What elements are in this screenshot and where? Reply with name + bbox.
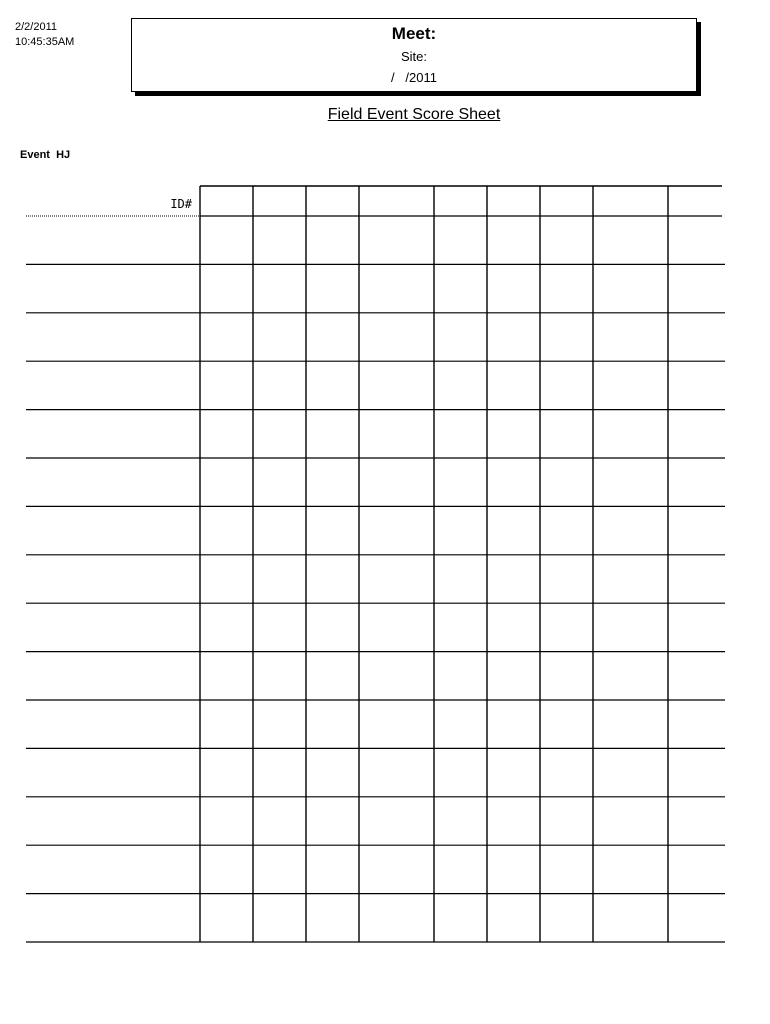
page-title: Field Event Score Sheet: [327, 106, 501, 123]
print-time: 10:45:35AM: [15, 36, 75, 48]
id-column-header: ID#: [170, 197, 192, 211]
meet-date: / /2011: [390, 70, 437, 85]
print-date: 2/2/2011: [15, 21, 58, 33]
site-label: Site:: [400, 49, 427, 64]
meet-label: Meet:: [391, 24, 437, 43]
event-label: Event HJ: [20, 149, 71, 161]
